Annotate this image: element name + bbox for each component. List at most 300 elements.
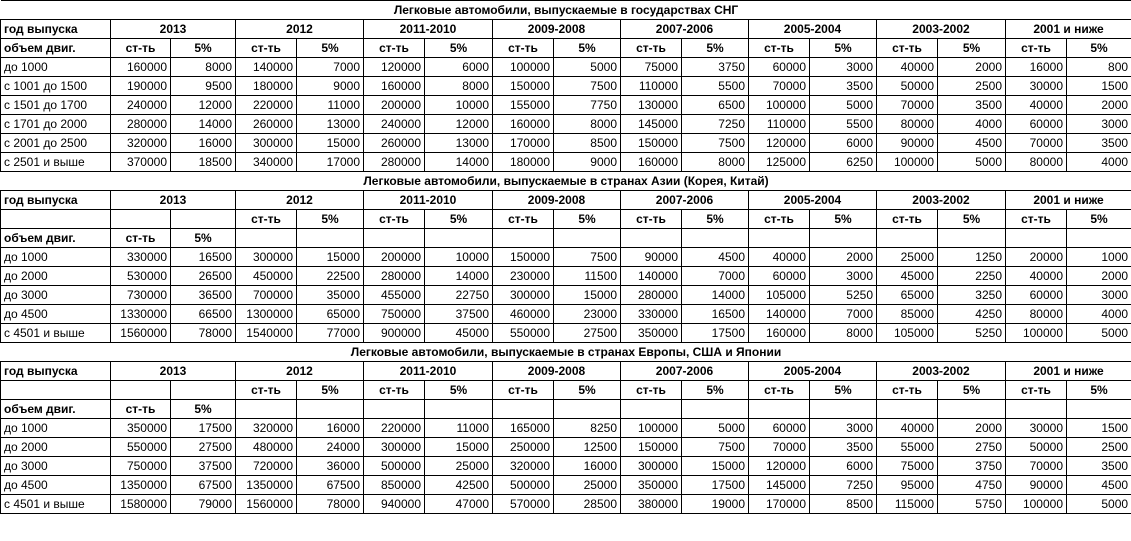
price-cell: 180000 — [236, 77, 297, 96]
pct-header: 5% — [682, 381, 749, 400]
empty-cell — [1, 210, 111, 229]
price-cell: 8500 — [554, 134, 621, 153]
price-cell: 3000 — [810, 419, 877, 438]
price-cell: 100000 — [621, 419, 682, 438]
year-header: 2005-2004 — [749, 20, 877, 39]
price-cell: 2250 — [938, 267, 1006, 286]
year-header: 2001 и ниже — [1006, 20, 1131, 39]
engine-volume-label: до 3000 — [1, 457, 111, 476]
cost-header: ст-ть — [621, 210, 682, 229]
pct-header: 5% — [1067, 39, 1131, 58]
price-cell: 100000 — [749, 96, 810, 115]
price-cell: 24000 — [297, 438, 364, 457]
price-cell: 200000 — [364, 96, 425, 115]
price-cell: 78000 — [171, 324, 236, 343]
price-cell: 45000 — [877, 267, 938, 286]
empty-cell — [554, 229, 621, 248]
price-cell: 130000 — [621, 96, 682, 115]
price-cell: 11000 — [297, 96, 364, 115]
price-cell: 300000 — [236, 134, 297, 153]
year-header: 2009-2008 — [493, 20, 621, 39]
price-cell: 25000 — [554, 476, 621, 495]
empty-cell — [171, 210, 236, 229]
price-cell: 60000 — [1006, 286, 1067, 305]
price-cell: 7500 — [682, 134, 749, 153]
table-row — [1, 419, 1131, 438]
year-header: 2001 и ниже — [1006, 191, 1131, 210]
price-cell: 8000 — [425, 77, 493, 96]
engine-volume-label: до 2000 — [1, 267, 111, 286]
engine-volume-label: с 1701 до 2000 — [1, 115, 111, 134]
price-cell: 110000 — [621, 77, 682, 96]
price-cell: 16500 — [171, 248, 236, 267]
price-cell: 900000 — [364, 324, 425, 343]
price-cell: 3000 — [810, 267, 877, 286]
price-cell: 320000 — [493, 457, 554, 476]
price-cell: 500000 — [364, 457, 425, 476]
price-cell: 150000 — [493, 77, 554, 96]
table-row — [1, 457, 1131, 476]
section-title-row — [1, 1, 1131, 20]
price-cell: 77000 — [297, 324, 364, 343]
price-cell: 1000 — [1067, 248, 1131, 267]
cost-header: ст-ть — [749, 381, 810, 400]
price-cell: 240000 — [111, 96, 171, 115]
price-cell: 750000 — [111, 457, 171, 476]
table-row — [1, 58, 1131, 77]
price-cell: 280000 — [364, 267, 425, 286]
section-title: Легковые автомобили, выпускаемые в государствах СНГ — [1, 1, 1131, 20]
empty-cell — [236, 400, 297, 419]
cost-header: ст-ть — [236, 39, 297, 58]
price-cell: 75000 — [621, 58, 682, 77]
year-header: 2011-2010 — [364, 362, 493, 381]
pct-header: 5% — [171, 400, 236, 419]
price-cell: 190000 — [111, 77, 171, 96]
price-cell: 10000 — [425, 248, 493, 267]
year-label: год выпуска — [1, 362, 111, 381]
price-cell: 36500 — [171, 286, 236, 305]
cost-header: ст-ть — [1006, 210, 1067, 229]
table-row — [1, 96, 1131, 115]
volume-label: объем двиг. — [1, 39, 111, 58]
year-header: 2009-2008 — [493, 362, 621, 381]
pct-header: 5% — [297, 210, 364, 229]
price-cell: 125000 — [749, 153, 810, 172]
pct-header: 5% — [1067, 210, 1131, 229]
year-header: 2011-2010 — [364, 20, 493, 39]
pct-header: 5% — [810, 210, 877, 229]
year-header: 2013 — [111, 20, 236, 39]
price-cell: 14000 — [171, 115, 236, 134]
year-header: 2007-2006 — [621, 191, 749, 210]
year-label: год выпуска — [1, 20, 111, 39]
price-cell: 8000 — [810, 324, 877, 343]
empty-cell — [554, 400, 621, 419]
pct-header: 5% — [938, 381, 1006, 400]
price-cell: 260000 — [364, 134, 425, 153]
price-cell: 1330000 — [111, 305, 171, 324]
price-cell: 7500 — [682, 438, 749, 457]
year-header: 2012 — [236, 20, 364, 39]
year-header: 2001 и ниже — [1006, 362, 1131, 381]
empty-cell — [938, 400, 1006, 419]
table-row — [1, 248, 1131, 267]
price-cell: 17500 — [682, 476, 749, 495]
empty-cell — [810, 400, 877, 419]
year-header: 2003-2002 — [877, 362, 1006, 381]
price-cell: 320000 — [236, 419, 297, 438]
price-cell: 350000 — [111, 419, 171, 438]
price-cell: 45000 — [425, 324, 493, 343]
subheader-row — [1, 381, 1131, 400]
price-cell: 500000 — [493, 476, 554, 495]
price-cell: 22750 — [425, 286, 493, 305]
pct-header: 5% — [425, 210, 493, 229]
price-cell: 100000 — [1006, 495, 1067, 514]
price-cell: 2500 — [1067, 438, 1131, 457]
pct-header: 5% — [938, 210, 1006, 229]
cost-header: ст-ть — [621, 39, 682, 58]
year-header: 2013 — [111, 362, 236, 381]
price-cell: 4000 — [938, 115, 1006, 134]
year-header-row — [1, 191, 1131, 210]
price-cell: 12000 — [425, 115, 493, 134]
pct-header: 5% — [297, 39, 364, 58]
price-cell: 37500 — [425, 305, 493, 324]
price-cell: 60000 — [749, 267, 810, 286]
price-cell: 8000 — [682, 153, 749, 172]
empty-cell — [297, 229, 364, 248]
price-cell: 330000 — [621, 305, 682, 324]
price-cell: 30000 — [1006, 77, 1067, 96]
price-cell: 120000 — [364, 58, 425, 77]
table-row — [1, 438, 1131, 457]
price-cell: 65000 — [297, 305, 364, 324]
section-title-row — [1, 172, 1131, 191]
price-cell: 2000 — [1067, 96, 1131, 115]
empty-cell — [425, 229, 493, 248]
price-cell: 350000 — [621, 324, 682, 343]
price-cell: 80000 — [1006, 305, 1067, 324]
price-cell: 14000 — [682, 286, 749, 305]
price-cell: 27500 — [171, 438, 236, 457]
empty-cell — [171, 381, 236, 400]
price-cell: 220000 — [236, 96, 297, 115]
price-cell: 7250 — [810, 476, 877, 495]
price-cell: 16000 — [297, 419, 364, 438]
cost-header: ст-ть — [877, 210, 938, 229]
price-cell: 3500 — [1067, 134, 1131, 153]
price-cell: 66500 — [171, 305, 236, 324]
empty-cell — [938, 229, 1006, 248]
volume-label: объем двиг. — [1, 400, 111, 419]
price-cell: 67500 — [171, 476, 236, 495]
price-cell: 160000 — [364, 77, 425, 96]
price-cell: 26500 — [171, 267, 236, 286]
price-cell: 60000 — [749, 419, 810, 438]
price-cell: 95000 — [877, 476, 938, 495]
price-cell: 7250 — [682, 115, 749, 134]
empty-cell — [621, 400, 682, 419]
price-cell: 1560000 — [111, 324, 171, 343]
empty-cell — [364, 400, 425, 419]
price-cell: 9500 — [171, 77, 236, 96]
engine-volume-label: с 4501 и выше — [1, 324, 111, 343]
price-cell: 85000 — [877, 305, 938, 324]
price-cell: 7000 — [297, 58, 364, 77]
empty-cell — [877, 229, 938, 248]
subheader-row — [1, 39, 1131, 58]
price-cell: 3000 — [1067, 286, 1131, 305]
empty-cell — [810, 229, 877, 248]
price-cell: 320000 — [111, 134, 171, 153]
year-header-row — [1, 20, 1131, 39]
price-cell: 160000 — [749, 324, 810, 343]
table-row — [1, 495, 1131, 514]
cost-header: ст-ть — [493, 210, 554, 229]
price-cell: 90000 — [1006, 476, 1067, 495]
price-cell: 105000 — [877, 324, 938, 343]
price-cell: 8250 — [554, 419, 621, 438]
price-cell: 70000 — [1006, 457, 1067, 476]
price-cell: 120000 — [749, 134, 810, 153]
cost-header: ст-ть — [364, 381, 425, 400]
price-cell: 17000 — [297, 153, 364, 172]
price-cell: 2000 — [938, 58, 1006, 77]
engine-volume-label: до 1000 — [1, 419, 111, 438]
price-cell: 300000 — [493, 286, 554, 305]
price-cell: 800 — [1067, 58, 1131, 77]
empty-cell — [111, 381, 171, 400]
price-cell: 2000 — [938, 419, 1006, 438]
price-cell: 720000 — [236, 457, 297, 476]
price-cell: 380000 — [621, 495, 682, 514]
price-cell: 1560000 — [236, 495, 297, 514]
cost-header: ст-ть — [236, 381, 297, 400]
price-cell: 570000 — [493, 495, 554, 514]
price-cell: 15000 — [425, 438, 493, 457]
pct-header: 5% — [554, 39, 621, 58]
empty-cell — [1006, 400, 1067, 419]
price-cell: 6000 — [810, 134, 877, 153]
price-cell: 3000 — [810, 58, 877, 77]
price-cell: 5000 — [554, 58, 621, 77]
price-cell: 9000 — [554, 153, 621, 172]
price-cell: 455000 — [364, 286, 425, 305]
year-header: 2003-2002 — [877, 20, 1006, 39]
price-cell: 13000 — [425, 134, 493, 153]
table-row — [1, 286, 1131, 305]
year-label: год выпуска — [1, 191, 111, 210]
pct-header: 5% — [297, 381, 364, 400]
price-cell: 550000 — [493, 324, 554, 343]
price-cell: 150000 — [621, 134, 682, 153]
engine-volume-label: до 3000 — [1, 286, 111, 305]
price-cell: 25000 — [425, 457, 493, 476]
price-cell: 700000 — [236, 286, 297, 305]
price-cell: 4500 — [938, 134, 1006, 153]
price-cell: 4500 — [1067, 476, 1131, 495]
price-cell: 27500 — [554, 324, 621, 343]
cost-header: ст-ть — [111, 229, 171, 248]
price-cell: 67500 — [297, 476, 364, 495]
price-cell: 70000 — [877, 96, 938, 115]
empty-cell — [1, 381, 111, 400]
price-cell: 940000 — [364, 495, 425, 514]
table-row — [1, 77, 1131, 96]
price-cell: 7750 — [554, 96, 621, 115]
price-cell: 1300000 — [236, 305, 297, 324]
price-cell: 250000 — [493, 438, 554, 457]
pct-header: 5% — [171, 229, 236, 248]
price-cell: 4000 — [1067, 305, 1131, 324]
section-title-row — [1, 343, 1131, 362]
pct-header: 5% — [554, 210, 621, 229]
price-cell: 4000 — [1067, 153, 1131, 172]
empty-cell — [621, 229, 682, 248]
price-cell: 16000 — [171, 134, 236, 153]
price-cell: 3250 — [938, 286, 1006, 305]
cost-header: ст-ть — [364, 39, 425, 58]
price-cell: 3750 — [938, 457, 1006, 476]
subheader-row — [1, 210, 1131, 229]
table-row — [1, 324, 1131, 343]
price-cell: 9000 — [297, 77, 364, 96]
price-cell: 165000 — [493, 419, 554, 438]
engine-volume-label: до 2000 — [1, 438, 111, 457]
price-cell: 2500 — [938, 77, 1006, 96]
price-cell: 5000 — [938, 153, 1006, 172]
price-cell: 140000 — [621, 267, 682, 286]
price-cell: 170000 — [749, 495, 810, 514]
price-cell: 17500 — [682, 324, 749, 343]
price-cell: 37500 — [171, 457, 236, 476]
price-cell: 200000 — [364, 248, 425, 267]
cost-header: ст-ть — [111, 400, 171, 419]
price-cell: 2750 — [938, 438, 1006, 457]
price-cell: 240000 — [364, 115, 425, 134]
price-cell: 115000 — [877, 495, 938, 514]
empty-cell — [1067, 229, 1131, 248]
pct-header: 5% — [171, 39, 236, 58]
pct-header: 5% — [1067, 381, 1131, 400]
price-cell: 450000 — [236, 267, 297, 286]
price-cell: 25000 — [877, 248, 938, 267]
price-cell: 150000 — [621, 438, 682, 457]
empty-cell — [111, 210, 171, 229]
price-cell: 160000 — [493, 115, 554, 134]
pct-header: 5% — [425, 39, 493, 58]
engine-volume-label: с 2501 и выше — [1, 153, 111, 172]
price-cell: 16500 — [682, 305, 749, 324]
table-row — [1, 115, 1131, 134]
price-cell: 5500 — [682, 77, 749, 96]
price-cell: 7500 — [554, 248, 621, 267]
engine-volume-label: до 1000 — [1, 58, 111, 77]
price-cell: 1350000 — [111, 476, 171, 495]
price-cell: 30000 — [1006, 419, 1067, 438]
price-cell: 5500 — [810, 115, 877, 134]
price-cell: 65000 — [877, 286, 938, 305]
price-cell: 6000 — [810, 457, 877, 476]
engine-volume-label: до 4500 — [1, 305, 111, 324]
year-header: 2003-2002 — [877, 191, 1006, 210]
empty-cell — [493, 229, 554, 248]
year-header: 2012 — [236, 191, 364, 210]
table-row — [1, 305, 1131, 324]
price-cell: 170000 — [493, 134, 554, 153]
price-cell: 13000 — [297, 115, 364, 134]
price-cell: 10000 — [425, 96, 493, 115]
empty-cell — [877, 400, 938, 419]
cost-header: ст-ть — [111, 39, 171, 58]
empty-cell — [749, 229, 810, 248]
price-cell: 150000 — [493, 248, 554, 267]
cost-header: ст-ть — [1006, 39, 1067, 58]
price-cell: 3500 — [1067, 457, 1131, 476]
pct-header: 5% — [425, 381, 493, 400]
price-cell: 55000 — [877, 438, 938, 457]
price-cell: 1500 — [1067, 419, 1131, 438]
price-cell: 8000 — [554, 115, 621, 134]
price-cell: 22500 — [297, 267, 364, 286]
price-cell: 75000 — [877, 457, 938, 476]
price-cell: 6250 — [810, 153, 877, 172]
cost-header: ст-ть — [364, 210, 425, 229]
price-cell: 50000 — [1006, 438, 1067, 457]
price-cell: 120000 — [749, 457, 810, 476]
price-cell: 100000 — [493, 58, 554, 77]
engine-volume-label: с 2001 до 2500 — [1, 134, 111, 153]
price-cell: 80000 — [1006, 153, 1067, 172]
price-cell: 70000 — [1006, 134, 1067, 153]
price-cell: 40000 — [877, 58, 938, 77]
price-cell: 17500 — [171, 419, 236, 438]
price-cell: 160000 — [111, 58, 171, 77]
price-cell: 40000 — [1006, 267, 1067, 286]
price-cell: 850000 — [364, 476, 425, 495]
price-cell: 300000 — [236, 248, 297, 267]
price-cell: 280000 — [364, 153, 425, 172]
price-cell: 1350000 — [236, 476, 297, 495]
price-cell: 2000 — [1067, 267, 1131, 286]
price-cell: 1250 — [938, 248, 1006, 267]
price-cell: 750000 — [364, 305, 425, 324]
price-cell: 16000 — [554, 457, 621, 476]
empty-cell — [1067, 400, 1131, 419]
price-cell: 7000 — [682, 267, 749, 286]
price-cell: 12500 — [554, 438, 621, 457]
year-header-row — [1, 362, 1131, 381]
price-cell: 330000 — [111, 248, 171, 267]
empty-cell — [493, 400, 554, 419]
price-cell: 18500 — [171, 153, 236, 172]
price-cell: 20000 — [1006, 248, 1067, 267]
price-cell: 78000 — [297, 495, 364, 514]
price-cell: 300000 — [364, 438, 425, 457]
pct-header: 5% — [682, 39, 749, 58]
price-cell: 15000 — [682, 457, 749, 476]
price-cell: 3500 — [810, 438, 877, 457]
price-cell: 5000 — [1067, 495, 1131, 514]
price-cell: 6000 — [425, 58, 493, 77]
section-title: Легковые автомобили, выпускаемые в странах Европы, США и Японии — [1, 343, 1131, 362]
pct-header: 5% — [938, 39, 1006, 58]
price-cell: 3500 — [938, 96, 1006, 115]
volume-label: объем двиг. — [1, 229, 111, 248]
price-cell: 47000 — [425, 495, 493, 514]
